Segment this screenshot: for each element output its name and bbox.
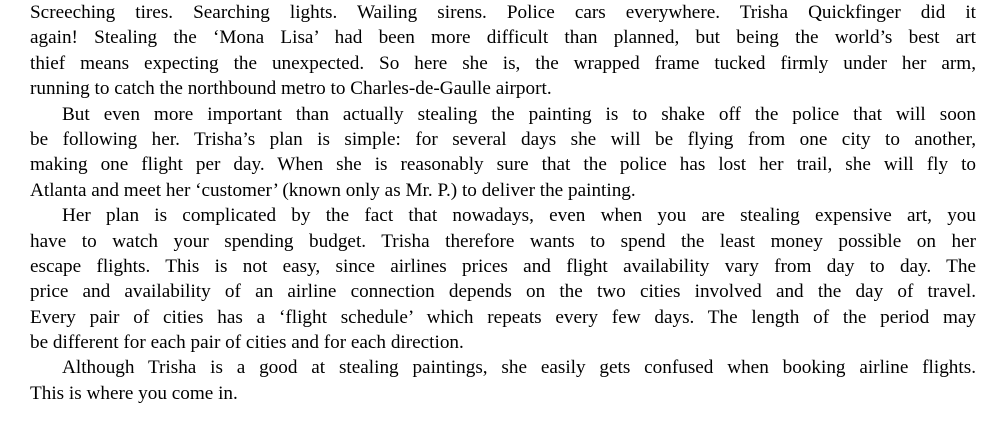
text-line: making one flight per day. When she is reasonably sure that the police has lost her trail, she will fly to — [30, 154, 976, 176]
text-line: again! Stealing the ‘Mona Lisa’ had been more difficult than planned, but being the world’s best art — [30, 27, 976, 49]
text-line: This is where you come in. — [30, 382, 238, 404]
text-line: price and availability of an airline connection depends on the two cities involved and the day of travel. — [30, 281, 976, 303]
text-line: have to watch your spending budget. Trisha therefore wants to spend the least money possible on her — [30, 230, 976, 252]
text-line: But even more important than actually stealing the painting is to shake off the police that will soon — [62, 103, 976, 125]
paragraph-4 — [30, 355, 976, 406]
text-line: Screeching tires. Searching lights. Wailing sirens. Police cars everywhere. Trisha Quickfinger did it — [30, 2, 976, 23]
text-line: be following her. Trisha’s plan is simple: for several days she will be flying from one city to another, — [30, 128, 976, 150]
paragraph-2 — [30, 102, 976, 204]
text-line: thief means expecting the unexpected. So here she is, the wrapped frame tucked firmly under her arm, — [30, 52, 976, 74]
text-line: escape flights. This is not easy, since airlines prices and flight availability vary from day to day. The — [30, 255, 976, 277]
text-line: Her plan is complicated by the fact that nowadays, even when you are stealing expensive art, you — [62, 205, 976, 227]
document-body — [30, 0, 976, 406]
text-line: Although Trisha is a good at stealing paintings, she easily gets confused when booking airline flights. — [62, 357, 976, 379]
text-line: running to catch the northbound metro to Charles-de-Gaulle airport. — [30, 78, 552, 100]
paragraph-3 — [30, 203, 976, 355]
text-line: Every pair of cities has a ‘flight schedule’ which repeats every few days. The length of the period may — [30, 306, 976, 328]
text-line: Atlanta and meet her ‘customer’ (known only as Mr. P.) to deliver the painting. — [30, 179, 636, 201]
text-line: be different for each pair of cities and for each direction. — [30, 332, 464, 354]
paragraph-1 — [30, 0, 976, 102]
